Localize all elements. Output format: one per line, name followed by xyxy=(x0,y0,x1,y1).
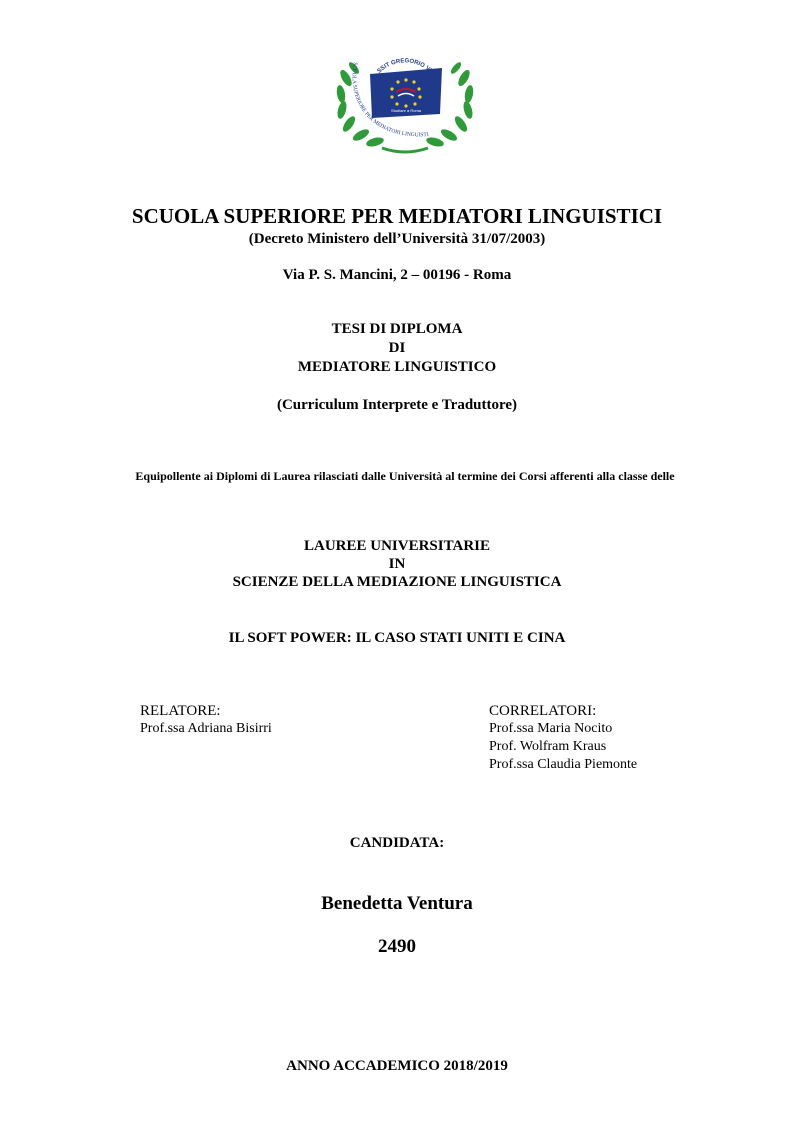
thesis-type-line-1: TESI DI DIPLOMA xyxy=(331,321,463,337)
logo-arc-side: SCUOLA SUPERIORE PER MEDIATORI LINGUISTI xyxy=(350,61,429,139)
logo-motto: Studiare a Roma xyxy=(390,108,422,113)
school-name: SCUOLA SUPERIORE PER MEDIATORI LINGUISTICI xyxy=(131,204,663,228)
curriculum: (Curriculum Interprete e Traduttore) xyxy=(276,397,518,413)
thesis-type-line-3: MEDIATORE LINGUISTICO xyxy=(297,359,497,375)
candidate-id: 2490 xyxy=(378,936,416,957)
logo-arc-top: SSIT GREGORIO VII xyxy=(376,58,434,75)
relatore-name: Prof.ssa Adriana Bisirri xyxy=(140,721,272,736)
degree-class-line-3: SCIENZE DELLA MEDIAZIONE LINGUISTICA xyxy=(232,574,562,590)
degree-class-line-1: LAUREE UNIVERSITARIE xyxy=(303,538,490,554)
equivalence-note: Equipollente ai Diplomi di Laurea rilasciati dalle Università al termine dei Corsi afferenti alla classe delle xyxy=(135,469,675,483)
correlatore-name: Prof.ssa Maria Nocito xyxy=(489,721,613,736)
school-address: Via P. S. Mancini, 2 – 00196 - Roma xyxy=(282,267,512,283)
candidate-name: Benedetta Ventura xyxy=(321,893,473,914)
correlatori-label: CORRELATORI: xyxy=(489,703,597,719)
thesis-type-line-2: DI xyxy=(388,340,406,356)
thesis-title: IL SOFT POWER: IL CASO STATI UNITI E CINA xyxy=(228,630,566,646)
correlatore-name: Prof. Wolfram Kraus xyxy=(489,739,607,754)
academic-year: ANNO ACCADEMICO 2018/2019 xyxy=(286,1058,508,1074)
relatore-label: RELATORE: xyxy=(140,703,221,719)
school-logo xyxy=(332,44,478,156)
degree-class-line-2: IN xyxy=(388,556,406,572)
candidate-label: CANDIDATA: xyxy=(349,835,445,851)
decree-line: (Decreto Ministero dell’Università 31/07/2003) xyxy=(248,231,546,247)
correlatore-name: Prof.ssa Claudia Piemonte xyxy=(489,757,638,772)
